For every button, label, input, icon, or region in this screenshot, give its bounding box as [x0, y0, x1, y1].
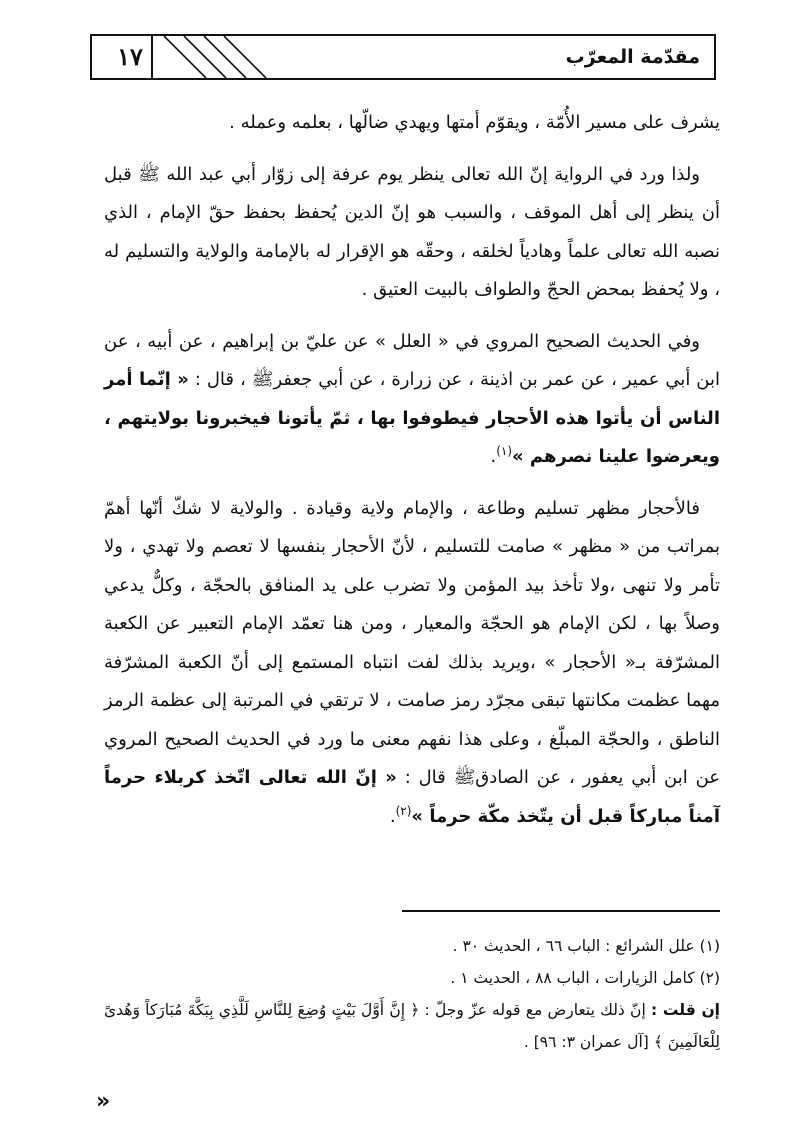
footnote-ref-2[interactable]: (٢): [395, 803, 412, 818]
paragraph-4: [104, 490, 720, 837]
footnote-commentary-text: إنّ ذلك يتعارض مع قوله عزّ وجلّ : ﴿ إِنَّ أَوَّلَ بَيْتٍ وُضِعَ لِلنَّاسِ لَلَّذِي بِبَكَّةَ مُبَارَكاً وَهُدىً لِلْعَالَمِينَ ﴾ [آل عمران ٣: ٩٦] .: [104, 1001, 720, 1051]
paragraph-4-text: فالأحجار مظهر تسليم وطاعة ، والإمام ولاية وقيادة . والولاية لا شكّ أنّها أهمّ بمراتب من « مظهر » صامت للتسليم ، لأنّ الأحجار بنفسها لا تعصم ولا تهدي ، ولا تأمر ولا تنهى ،ولا تأخذ بيد المؤمن ولا تضرب على يد المنافق بالحجّة ، وكلٌّ يدعي وصلاً بها ، لكن الإمام هو الحجّة والمعيار ، ومن هنا تعمّد الإمام التعبير عن الكعبة المشرّفة بـ« الأحجار » ،ويريد بذلك لفت انتباه المستمع إلى أنّ الكعبة المشرّفة مهما عظمت مكانتها تبقى مجرّد رمز صامت ، لا ترتقي في المرتبة إلى عظمة الرمز الناطق ، والحجّة المبلّغ ، وعلى هذا نفهم معنى ما ورد في الحديث الصحيح المروي عن ابن أبي يعفور ، عن الصادقﷺ قال :: [104, 497, 721, 788]
paragraph-4-end: .: [389, 805, 396, 827]
running-header-title: مقدّمة المعرّب: [565, 46, 700, 68]
paragraph-3: [104, 323, 720, 477]
paragraph-3-end: .: [490, 446, 497, 467]
footnotes: [104, 930, 720, 1058]
footnote-divider: [402, 910, 720, 912]
main-text: [104, 104, 720, 849]
page-number: ١٧: [117, 42, 143, 71]
running-header: [90, 34, 716, 80]
footnote-commentary: [104, 994, 720, 1058]
paragraph-3-text: وفي الحديث الصحيح المروي في « العلل » عن عليّ بن إبراهيم ، عن أبيه ، عن ابن أبي عمير ، عن عمر بن اذينة ، عن زرارة ، عن أبي جعفرﷺ ، قال :: [104, 330, 720, 390]
footnote-ref-1[interactable]: (١): [496, 444, 513, 458]
footnote-commentary-lead: إن قلت :: [650, 1001, 720, 1019]
hadith-quote-1: « إنّما أمر الناس أن يأتوا هذه الأحجار فيطوفوا بها ، ثمّ يأتونا فيخبرونا بولايتهم ، ويعرضوا علينا نصرهم »: [104, 369, 720, 467]
paragraph-1: يشرف على مسير الأُمّة ، ويقوّم أمتها ويهدي ضالّها ، بعلمه وعمله .: [229, 112, 720, 133]
hadith-quote-2: « إنّ الله تعالى اتّخذ كربلاء حرماً آمناً مباركاً قبل أن يتّخذ مكّة حرماً »: [104, 767, 720, 827]
paragraph-2: ولذا ورد في الرواية إنّ الله تعالى ينظر يوم عرفة إلى زوّار أبي عبد الله ﷺ قبل أن ينظر إلى أهل الموقف ، والسبب هو إنّ الدين يُحفظ بحفظ حقّ الإمام ، الذي نصبه الله تعالى علماً وهادياً لخلقه ، وحقّه هو الإقرار له بالإمامة والولاية والتسليم له ، ولا يُحفظ بمحض الحجّ والطواف بالبيت العتيق .: [104, 163, 720, 300]
continuation-mark: »: [96, 1089, 111, 1114]
footnote-1: (١) علل الشرائع : الباب ٦٦ ، الحديث ٣٠ .: [452, 937, 720, 955]
footnote-2: (٢) كامل الزيارات ، الباب ٨٨ ، الحديث ١ .: [450, 969, 720, 987]
